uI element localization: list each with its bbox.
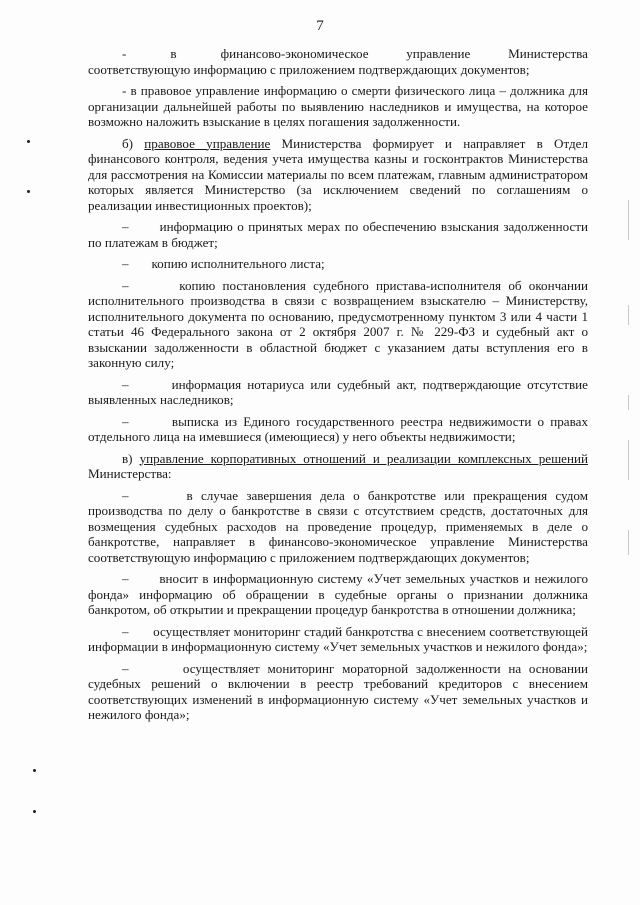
paragraph-4: – информацию о принятых мерах по обеспечению взыскания задолженности по платежам в бюджет; <box>88 219 588 250</box>
scan-dot-4 <box>33 810 36 813</box>
paragraph-8: – выписка из Единого государственного реестра недвижимости о правах отдельного лица на имевшиеся (имеющиеся) у него объекты недвижимости; <box>88 413 588 444</box>
paragraph-2: - в правовое управление информацию о смерти физического лица – должника для организации дальнейшей работы по выявлению наследников и имущества, на которое возможно наложить взыскание в целях погашения задолженности. <box>88 83 588 129</box>
scan-line-3 <box>628 395 629 410</box>
paragraph-9-text: Министерства: <box>88 466 172 481</box>
paragraph-9-prefix: в) <box>122 450 140 466</box>
paragraph-5: – копию исполнительного листа; <box>122 256 325 271</box>
paragraph-12: – осуществляет мониторинг стадий банкротства с внесением соответствующей информации в информационную систему «Учет земельных участков и нежилого фонда»; <box>88 623 588 654</box>
paragraph-3-underlined: правовое управление <box>144 135 271 151</box>
scan-line-5 <box>628 530 629 555</box>
paragraph-3-prefix: б) <box>122 135 145 151</box>
paragraph-11: – вносит в информационную систему «Учет земельных участков и нежилого фонда» информацию об обращении в судебные органы о признании должника банкротом, об открытии и прекращении процедур банкротства в отношении должника; <box>88 571 588 617</box>
paragraph-3 <box>88 136 588 214</box>
paragraph-9 <box>88 451 588 482</box>
paragraph-1: - в финансово-экономическое управление Министерства соответствующую информацию с приложением подтверждающих документов; <box>88 46 588 77</box>
scan-dot-1 <box>27 140 30 143</box>
page-number: 7 <box>316 18 324 34</box>
scan-dot-3 <box>33 769 36 772</box>
scan-dot-2 <box>27 190 30 193</box>
paragraph-10: – в случае завершения дела о банкротстве или прекращения судом производства по делу о банкротстве в связи с отсутствием средств, достаточных для возмещения судебных расходов на проведение процедур, применяемых в деле о банкротстве, направляет в финансово-экономическое управление Министерства соответствующую информацию с приложением подтверждающих документов; <box>88 487 588 565</box>
scan-line-1 <box>628 200 629 240</box>
paragraph-9-underlined: управление корпоративных отношений и реализации комплексных решений <box>139 450 588 466</box>
paragraph-6: – копию постановления судебного пристава-исполнителя об окончании исполнительного производства в связи с возвращением взыскателю – Министерству, исполнительного документа по основанию, предусмотренному пунктом 3 или 4 части 1 статьи 46 Федерального закона от 2 октября 2007 г. № 229-ФЗ и судебный акт о взыскании задолженности в областной бюджет с указанием даты вступления его в законную силу; <box>88 277 588 370</box>
paragraph-13: – осуществляет мониторинг мораторной задолженности на основании судебных решений о включении в реестр требований кредиторов с внесением соответствующих изменений в информационную систему «Учет земельных участков и нежилого фонда»; <box>88 660 588 722</box>
document-body <box>88 46 588 729</box>
paragraph-3-text: Министерства формирует и направляет в Отдел финансового контроля, ведения учета имущества казны и госконтрактов Министерства для рассмотрения на Комиссии материалы по всем платежам, главным администратором которых является Министерство (за исключением сведений по соглашениям о реализации инвестиционных проектов); <box>88 135 589 213</box>
scan-line-4 <box>628 440 629 480</box>
scan-line-2 <box>628 305 629 325</box>
paragraph-7: – информация нотариуса или судебный акт, подтверждающие отсутствие выявленных наследников; <box>88 376 588 407</box>
